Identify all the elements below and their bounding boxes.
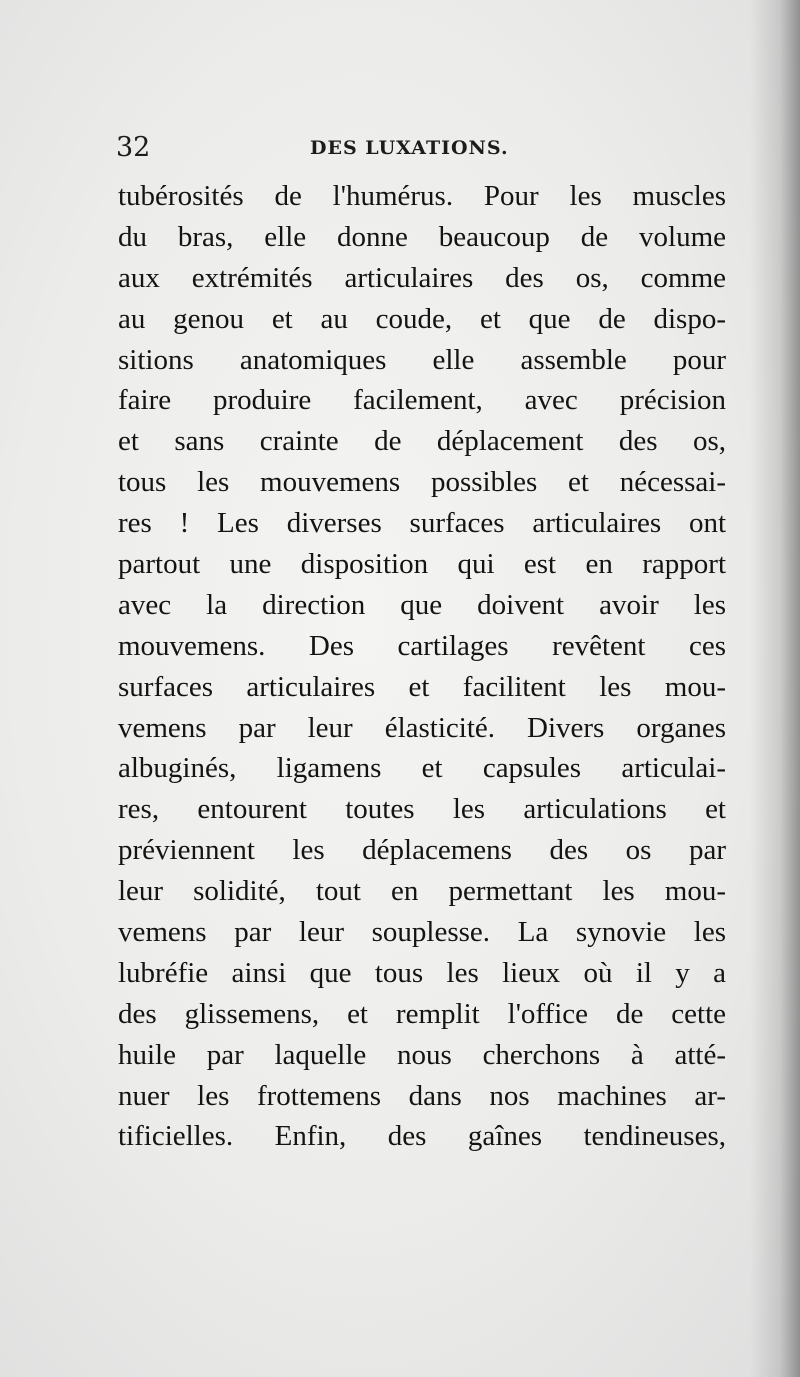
text-line: res, entourent toutes les articulations et xyxy=(118,793,726,826)
text-line: vemens par leur élasticité. Divers organes xyxy=(118,711,726,744)
text-line: nuer les frottemens dans nos machines ar- xyxy=(118,1079,726,1112)
text-line: partout une disposition qui est en rapport xyxy=(118,548,726,581)
text-line: res ! Les diverses surfaces articulaires ont xyxy=(118,507,726,540)
text-line: vemens par leur souplesse. La synovie les xyxy=(118,916,726,949)
text-line: tous les mouvemens possibles et nécessai- xyxy=(118,466,726,499)
running-title: DES LUXATIONS. xyxy=(310,137,509,159)
text-line: des glissemens, et remplit l'office de cette xyxy=(118,997,726,1030)
running-head xyxy=(116,128,726,168)
text-line: aux extrémités articulaires des os, comme xyxy=(118,261,726,294)
text-line: avec la direction que doivent avoir les xyxy=(118,588,726,621)
page-number: 32 xyxy=(116,132,151,163)
text-line: faire produire facilement, avec précision xyxy=(118,384,726,417)
text-line: et sans crainte de déplacement des os, xyxy=(118,425,726,458)
text-line: préviennent les déplacemens des os par xyxy=(118,834,726,867)
text-line: huile par laquelle nous cherchons à atté- xyxy=(118,1038,726,1071)
text-line: albuginés, ligamens et capsules articulai- xyxy=(118,752,726,785)
text-line: lubréfie ainsi que tous les lieux où il y a xyxy=(118,956,726,989)
text-line: du bras, elle donne beaucoup de volume xyxy=(118,220,726,253)
text-line: leur solidité, tout en permettant les mou- xyxy=(118,875,726,908)
text-line: tificielles. Enfin, des gaînes tendineuses, xyxy=(118,1120,726,1153)
text-line: tubérosités de l'humérus. Pour les muscles xyxy=(118,180,726,212)
text-line: surfaces articulaires et facilitent les mou- xyxy=(118,670,726,703)
text-line: au genou et au coude, et que de dispo- xyxy=(118,302,726,335)
text-line: sitions anatomiques elle assemble pour xyxy=(118,343,726,376)
body-text xyxy=(118,176,726,1157)
page-edge-shadow xyxy=(750,0,800,1377)
text-line: mouvemens. Des cartilages revêtent ces xyxy=(118,629,726,662)
